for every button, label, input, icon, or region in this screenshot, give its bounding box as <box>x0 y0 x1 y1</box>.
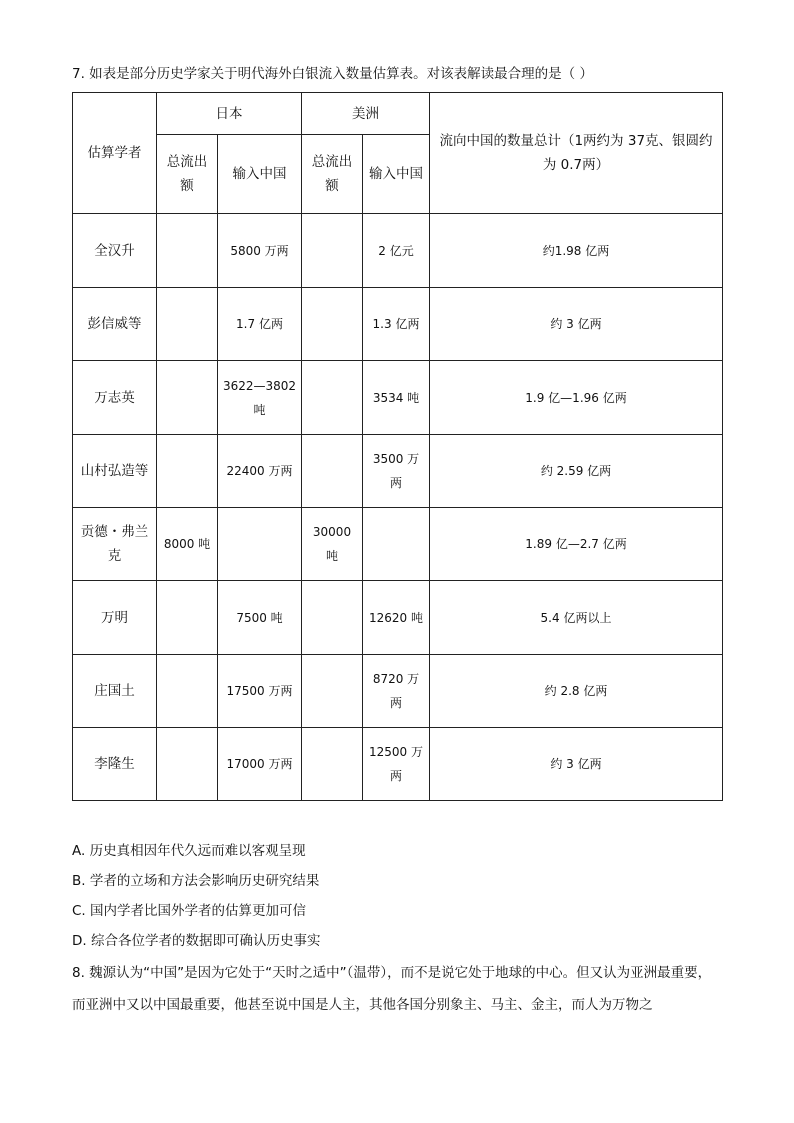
table-row <box>73 581 723 655</box>
header-americas-import: 输入中国 <box>363 135 430 214</box>
cell-scholar: 山村弘造等 <box>73 435 157 508</box>
cell-japan-import: 1.7 亿两 <box>218 288 302 361</box>
cell-total: 1.9 亿—1.96 亿两 <box>430 361 723 435</box>
cell-japan-outflow <box>157 655 218 728</box>
table-row <box>73 435 723 508</box>
cell-japan-import: 7500 吨 <box>218 581 302 655</box>
table-row <box>73 508 723 581</box>
cell-americas-outflow <box>302 581 363 655</box>
cell-japan-import: 3622—3802 吨 <box>218 361 302 435</box>
cell-scholar: 万志英 <box>73 361 157 435</box>
option-d[interactable]: D. 综合各位学者的数据即可确认历史事实 <box>72 933 321 949</box>
cell-japan-import <box>218 508 302 581</box>
cell-americas-import: 8720 万两 <box>363 655 430 728</box>
cell-japan-outflow <box>157 728 218 801</box>
cell-total: 约 2.8 亿两 <box>430 655 723 728</box>
cell-americas-outflow <box>302 655 363 728</box>
cell-japan-import: 17500 万两 <box>218 655 302 728</box>
cell-total: 约 3 亿两 <box>430 288 723 361</box>
cell-japan-outflow <box>157 435 218 508</box>
cell-americas-import: 2 亿元 <box>363 214 430 288</box>
header-japan-import: 输入中国 <box>218 135 302 214</box>
cell-japan-outflow <box>157 288 218 361</box>
table-row <box>73 728 723 801</box>
cell-japan-import: 22400 万两 <box>218 435 302 508</box>
cell-scholar: 全汉升 <box>73 214 157 288</box>
cell-total: 5.4 亿两以上 <box>430 581 723 655</box>
cell-japan-import: 17000 万两 <box>218 728 302 801</box>
cell-americas-outflow <box>302 214 363 288</box>
header-total: 流向中国的数量总计（1两约为 37克、银圆约为 0.7两） <box>430 93 723 214</box>
option-c[interactable]: C. 国内学者比国外学者的估算更加可信 <box>72 903 307 919</box>
cell-total: 1.89 亿—2.7 亿两 <box>430 508 723 581</box>
cell-americas-import: 3500 万两 <box>363 435 430 508</box>
cell-americas-import: 1.3 亿两 <box>363 288 430 361</box>
silver-inflow-table <box>72 92 723 801</box>
cell-total: 约 3 亿两 <box>430 728 723 801</box>
cell-americas-import: 12620 吨 <box>363 581 430 655</box>
cell-scholar: 李隆生 <box>73 728 157 801</box>
question-7-stem: 7. 如表是部分历史学家关于明代海外白银流入数量估算表。对该表解读最合理的是（ ） <box>72 66 593 82</box>
cell-americas-import: 12500 万两 <box>363 728 430 801</box>
header-scholar: 估算学者 <box>73 93 157 214</box>
question-7-options <box>72 836 732 956</box>
table-row <box>73 655 723 728</box>
cell-japan-import: 5800 万两 <box>218 214 302 288</box>
header-americas-outflow: 总流出额 <box>302 135 363 214</box>
table-row <box>73 288 723 361</box>
cell-americas-outflow <box>302 288 363 361</box>
cell-scholar: 万明 <box>73 581 157 655</box>
table-row <box>73 361 723 435</box>
header-japan-outflow: 总流出额 <box>157 135 218 214</box>
cell-scholar: 庄国土 <box>73 655 157 728</box>
option-b[interactable]: B. 学者的立场和方法会影响历史研究结果 <box>72 873 320 889</box>
cell-americas-import <box>363 508 430 581</box>
cell-americas-import: 3534 吨 <box>363 361 430 435</box>
cell-americas-outflow <box>302 361 363 435</box>
cell-japan-outflow <box>157 214 218 288</box>
header-americas: 美洲 <box>302 93 430 135</box>
cell-japan-outflow <box>157 361 218 435</box>
cell-total: 约1.98 亿两 <box>430 214 723 288</box>
question-8-text: 8. 魏源认为“中国”是因为它处于“天时之适中”（温带），而不是说它处于地球的中心。但又认为亚洲最重要，而亚洲中又以中国最重要，他甚至说中国是人主，其他各国分别象主、马主、金主，而人为万物之 <box>72 965 712 1013</box>
cell-scholar: 彭信威等 <box>73 288 157 361</box>
cell-americas-outflow <box>302 435 363 508</box>
cell-americas-outflow <box>302 728 363 801</box>
option-a[interactable]: A. 历史真相因年代久远而难以客观呈现 <box>72 843 306 859</box>
table-row <box>73 214 723 288</box>
cell-japan-outflow: 8000 吨 <box>157 508 218 581</box>
cell-japan-outflow <box>157 581 218 655</box>
cell-total: 约 2.59 亿两 <box>430 435 723 508</box>
cell-americas-outflow: 30000 吨 <box>302 508 363 581</box>
header-japan: 日本 <box>157 93 302 135</box>
table-header-row <box>73 93 723 135</box>
cell-scholar: 贡德・弗兰克 <box>73 508 157 581</box>
